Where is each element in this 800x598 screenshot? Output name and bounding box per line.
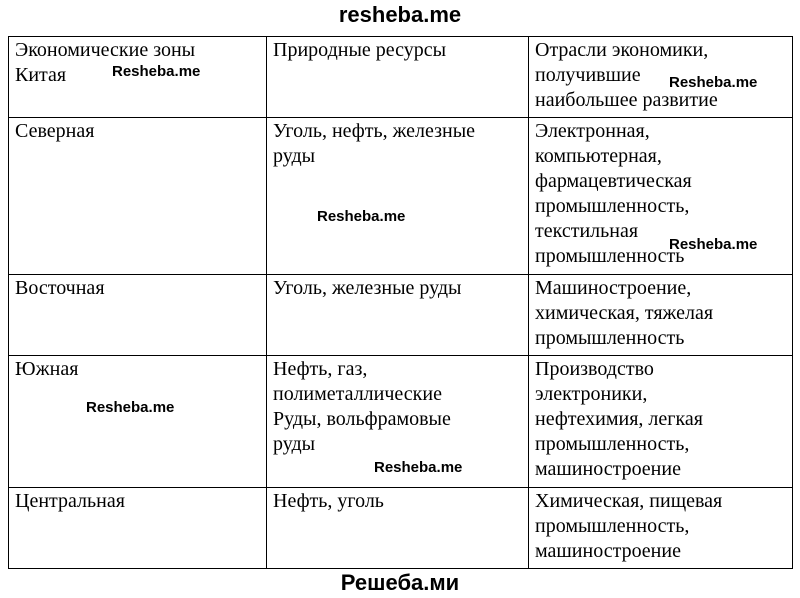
industries-line: промышленность, [535, 515, 690, 537]
zone-name: Южная [15, 358, 79, 380]
table-row [9, 118, 793, 275]
site-header: resheba.me [338, 2, 462, 27]
watermark: Resheba.me [669, 74, 758, 91]
industries-line: машиностроение [535, 540, 681, 562]
table-row [9, 488, 793, 569]
resources-cell [267, 275, 529, 356]
watermark: Resheba.me [86, 399, 175, 416]
header-resources [267, 37, 529, 118]
industries-line: промышленность, [535, 433, 690, 455]
resources-cell [267, 356, 529, 488]
watermark: Resheba.me [669, 236, 758, 253]
resources-cell [267, 488, 529, 569]
watermark: Resheba.me [317, 208, 406, 225]
resources-line: Нефть, уголь [273, 490, 384, 512]
industries-cell [529, 275, 793, 356]
industries-line: текстильная [535, 220, 639, 242]
zone-name: Центральная [15, 490, 125, 512]
industries-line: Машиностроение, [535, 277, 692, 299]
industries-cell [529, 118, 793, 275]
industries-line: химическая, тяжелая [535, 302, 714, 324]
industries-line: машиностроение [535, 458, 681, 480]
header-industries-line: наибольшее развитие [535, 89, 718, 111]
resources-line: Уголь, железные руды [273, 277, 462, 299]
resources-cell [267, 118, 529, 275]
zone-name: Восточная [15, 277, 105, 299]
zone-cell [9, 356, 267, 488]
resources-line: Нефть, газ, [273, 358, 368, 380]
industries-line: промышленность, [535, 195, 690, 217]
industries-line: нефтехимия, легкая [535, 408, 703, 430]
watermark: Resheba.me [374, 459, 463, 476]
zone-name: Северная [15, 120, 95, 142]
industries-line: компьютерная, [535, 145, 662, 167]
industries-line: Химическая, пищевая [535, 490, 723, 512]
zone-cell [9, 118, 267, 275]
header-resources-line: Природные ресурсы [273, 39, 447, 61]
industries-line: промышленность [535, 327, 685, 349]
header-zones-line: Экономические зоны [15, 39, 196, 61]
resources-line: полиметаллические [273, 383, 442, 405]
header-industries-line: получившие [535, 64, 641, 86]
header-zones [9, 37, 267, 118]
zone-cell [9, 275, 267, 356]
industries-line: Электронная, [535, 120, 650, 142]
industries-cell [529, 356, 793, 488]
industries-line: Производство [535, 358, 654, 380]
resources-line: руды [273, 145, 316, 167]
table-header-row [9, 37, 793, 118]
resources-line: руды [273, 433, 316, 455]
site-footer: Решеба.ми [340, 570, 460, 595]
industries-line: электроники, [535, 383, 648, 405]
header-industries [529, 37, 793, 118]
industries-line: промышленность [535, 245, 685, 267]
resources-line: Уголь, нефть, железные [273, 120, 476, 142]
table-row [9, 275, 793, 356]
economic-zones-table [8, 36, 793, 569]
industries-line: фармацевтическая [535, 170, 692, 192]
table-row [9, 356, 793, 488]
header-zones-line: Китая [15, 64, 67, 86]
header-industries-line: Отрасли экономики, [535, 39, 709, 61]
watermark: Resheba.me [112, 63, 201, 80]
zone-cell [9, 488, 267, 569]
resources-line: Руды, вольфрамовые [273, 408, 451, 430]
industries-cell [529, 488, 793, 569]
